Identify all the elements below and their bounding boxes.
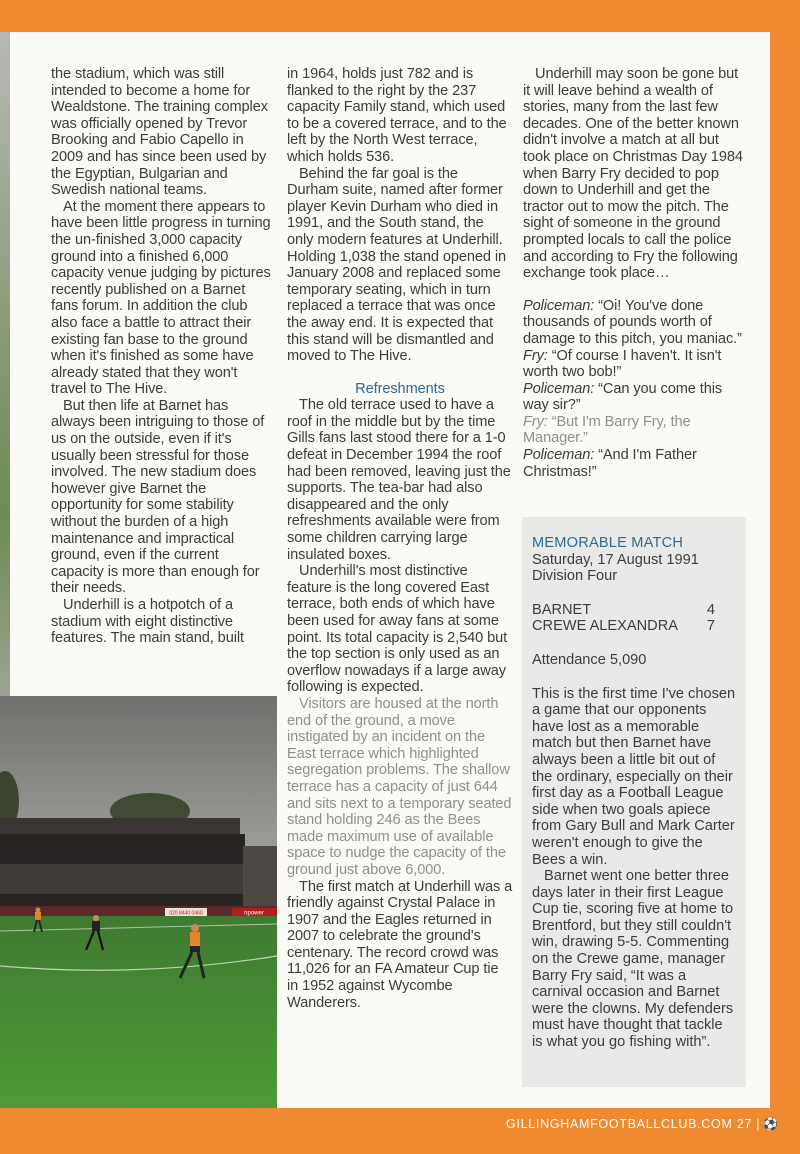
match-paragraph: This is the first time I've chosen a game that our opponents have lost as a memorable match but then Barnet have always been a little bit out of the ordinary, especially on their first day as a Football League side when two goals apiece from Gary Bull and Mark Carter weren't enough to give the Bees a win. — [532, 685, 736, 868]
footer-text: GILLINGHAMFOOTBALLCLUB.COM 27 | — [506, 1117, 761, 1131]
column-1 — [51, 66, 275, 647]
dialog-speaker: Fry: — [523, 347, 548, 364]
match-paragraph: Barnet went one better three days later in their first League Cup tie, scoring five at home to Brentford, but they still couldn't win, drawing 5-5. Commenting on the Crewe game, manager Barry Fry said, “It was a carnival occasion and Barnet were the clowns. My defenders must have thought that tackle is what you go fishing with”. — [532, 868, 734, 1051]
col2-paragraph: Visitors are housed at the north end of the ground, a move instigated by an incident on the East terrace which highlighted segregation problems. The shallow terrace has a capacity of just 644 and sits next to a temporary seated stand holding 246 as the Bees made maximum use of available space to nudge the capacity of the ground just above 6,000. — [287, 695, 512, 878]
match-attendance: Attendance 5,090 — [532, 651, 647, 668]
col1-paragraph: But then life at Barnet has always been intriguing to those of us on the outside, even if it's usually been stressful for those involved. The new stadium does however give Barnet the opportunity for some stability without the burden of a high maintenance and impractical ground, even if the current capacity is more than enough for their needs. — [51, 397, 265, 597]
col2-paragraph: The old terrace used to have a roof in the middle but by the time Gills fans last stood there for a 1-0 defeat in December 1994 the roof had been removed, leaving just the supports. The tea-bar had also disappeared and the only refreshments available were from some children carrying large insulated boxes. — [287, 397, 511, 563]
col2-paragraph: Underhill's most distinctive feature is the long covered East terrace, both ends of which have been used for away fans at some point. Its total capacity is 2,540 but the top section is only used as an overflow nowadays if a large away following is expected. — [287, 563, 508, 696]
adjacent-photo-strip — [0, 32, 10, 722]
column-3 — [523, 66, 743, 480]
away-score: 7 — [706, 618, 715, 635]
score-row-away — [532, 618, 715, 635]
stand-seating — [0, 864, 245, 894]
dialog-text: “Can you come this way sir?” — [523, 380, 723, 414]
away-team: CREWE ALEXANDRA — [532, 618, 678, 635]
home-score: 4 — [706, 601, 715, 618]
page-footer — [506, 1117, 779, 1131]
dialog-text: “Oi! You've done thousands of pounds worth of damage to this pitch, you maniac.” — [523, 297, 742, 347]
stadium-photo-illustration — [0, 696, 277, 1108]
dialog-line — [523, 447, 743, 480]
match-report — [532, 686, 736, 1051]
col1-paragraph: At the moment there appears to have been little progress in turning the un-finished 3,000 capacity ground into a finished 6,000 capacity venue judging by pictures recently published on a Barnet fans forum. In addition the club also face a battle to attract their existing fan base to the ground when it's finished as some have already stated that they won't travel to The Hive. — [51, 198, 271, 398]
dialog-text: “But I'm Barry Fry, the Manager.” — [523, 413, 691, 447]
ad-board-npower-text: npower — [244, 910, 264, 917]
dialog-line — [523, 298, 743, 348]
memorable-match-title: MEMORABLE MATCH — [532, 535, 684, 551]
home-team: BARNET — [532, 601, 592, 618]
match-division: Division Four — [532, 568, 618, 585]
match-date: Saturday, 17 August 1991 — [532, 551, 699, 568]
dialog-speaker: Policeman: — [523, 380, 595, 397]
dialog-text: “Of course I haven't. It isn't worth two bob!” — [523, 347, 722, 381]
dialog-speaker: Policeman: — [523, 447, 595, 464]
col2-paragraph: in 1964, holds just 782 and is flanked to the right by the 237 capacity Family stand, which used to be a covered terrace, and to the left by the North West terrace, which holds 536. — [287, 66, 507, 165]
stadium-photo — [0, 696, 277, 1108]
col2-paragraph: The first match at Underhill was a friendly against Crystal Palace in 1907 and the Eagles returned in 2007 to celebrate the ground's centenary. The record crowd was 11,026 for an FA Amateur Cup tie in 1952 against Wycombe Wanderers. — [287, 878, 513, 1011]
memorable-match-box — [522, 517, 746, 1087]
dialog-speaker: Fry: — [523, 413, 548, 430]
magazine-page — [0, 32, 770, 1108]
dialog-text: “And I'm Father Christmas!” — [523, 447, 697, 480]
ad-board-phone-text: 020 8440 0460 — [169, 910, 203, 917]
refreshments-subheading: Refreshments — [355, 380, 445, 397]
score-row-home — [532, 602, 715, 619]
club-logo-icon: ⚽ — [763, 1117, 779, 1131]
dialog-exchange — [523, 298, 743, 481]
pitch — [0, 916, 277, 1108]
dialog-line — [523, 414, 743, 447]
col1-paragraph: the stadium, which was still intended to become a home for Wealdstone. The training complex was officially opened by Trevor Brooking and Fabio Capello in 2009 and has since been used by the Egyptian, Bulgarian and Swedish national teams. — [51, 66, 268, 199]
col1-paragraph: Underhill is a hotpotch of a stadium with eight distinctive features. The main stand, built — [51, 597, 244, 647]
column-2 — [287, 66, 513, 1011]
col2-paragraph: Behind the far goal is the Durham suite, named after former player Kevin Durham who died in 1991, and the South stand, the only modern features at Underhill. Holding 1,038 the stand opened in January 2008 and replaced some temporary seating, which in turn replaced a terrace that was once the away end. It is expected that this stand will be dismantled and moved to The Hive. — [287, 165, 507, 365]
col3-paragraph: Underhill may soon be gone but it will leave behind a wealth of stories, many from the last few decades. One of the better known didn't involve a match at all but took place on Christmas Day 1984 when Barry Fry decided to pop down to Underhill and get the tractor out to mow the pitch. The sight of someone in the ground prompted locals to call the police and according to Fry the following exchange took place… — [523, 66, 743, 282]
dialog-line — [523, 381, 743, 414]
dialog-line — [523, 348, 743, 381]
stand-roof — [0, 818, 240, 834]
dialog-speaker: Policeman: — [523, 297, 595, 314]
